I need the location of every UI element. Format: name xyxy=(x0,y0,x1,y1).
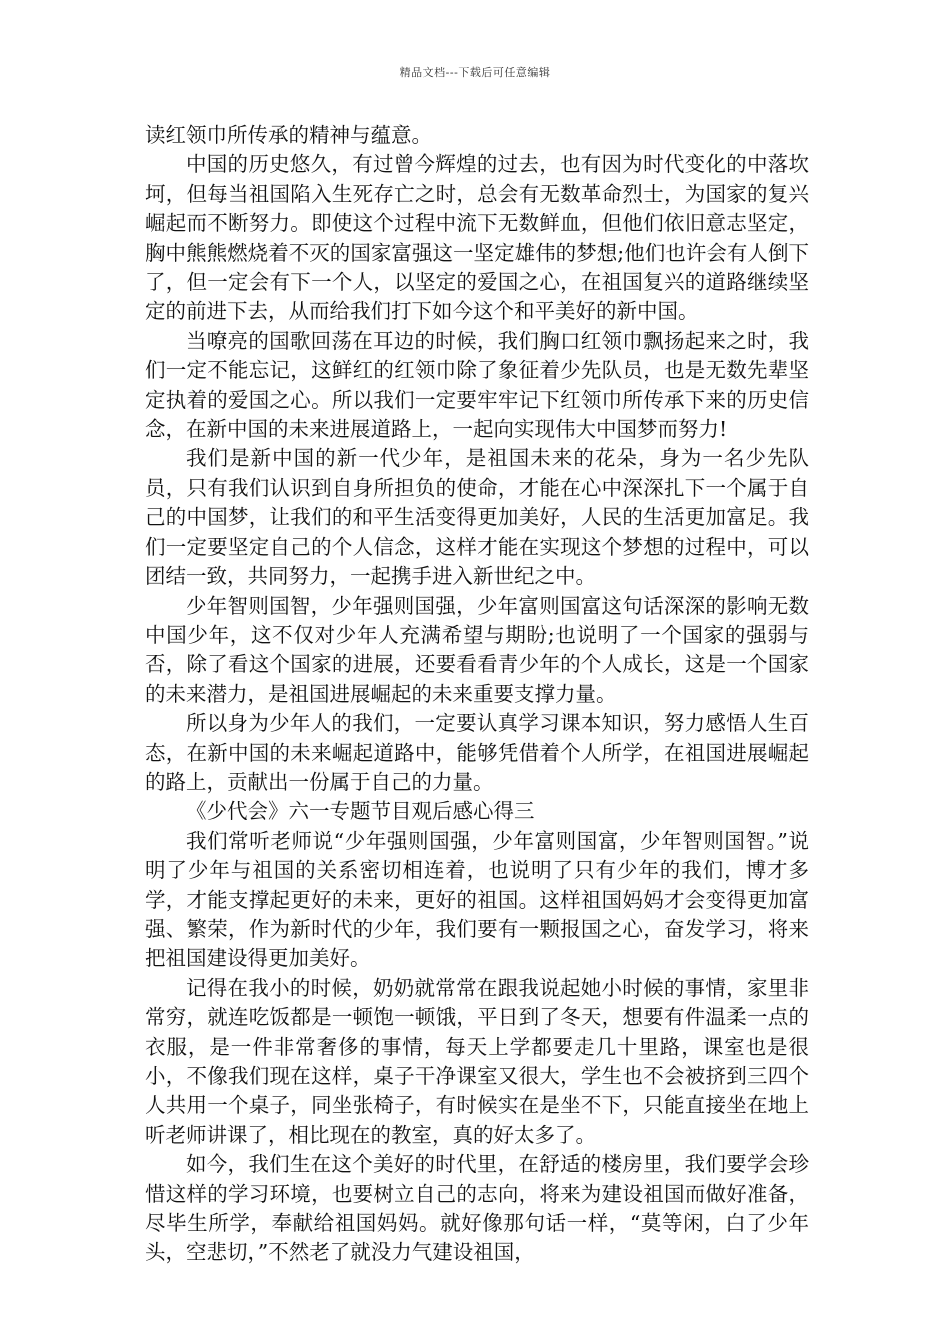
section-heading: 《少代会》六一专题节目观后感心得三 xyxy=(186,799,535,824)
paragraph: 如今，我们生在这个美好的时代里，在舒适的楼房里，我们要学会珍惜这样的学习环境，也要树立自己的志向，将来为建设祖国而做好准备，尽毕生所学，奉献给祖国妈妈。就好像那句话一样，“莫等闲，白了少年头，空悲切，”不然老了就没力气建设祖国， xyxy=(145,1152,809,1265)
paragraph-continuation: 读红领巾所传承的精神与蕴意。 xyxy=(145,123,432,147)
document-body xyxy=(145,121,809,1268)
paragraph: 记得在我小的时候，奶奶就常常在跟我说起她小时候的事情，家里非常穷，就连吃饭都是一顿饱一顿饿，平日到了冬天，想要有件温柔一点的衣服，是一件非常奢侈的事情，每天上学都要走几十里路，课室也是很小，不像我们现在这样，桌子干净课室又很大，学生也不会被挤到三四个人共用一个桌子，同坐张椅子，有时候实在是坐不下，只能直接坐在地上听老师讲课了，相比现在的教室，真的好太多了。 xyxy=(145,975,809,1147)
paragraph: 所以身为少年人的我们，一定要认真学习课本知识，努力感悟人生百态，在新中国的未来崛起道路中，能够凭借着个人所学，在祖国进展崛起的路上，贡献出一份属于自己的力量。 xyxy=(145,711,809,794)
paragraph: 当嘹亮的国歌回荡在耳边的时候，我们胸口红领巾飘扬起来之时，我们一定不能忘记，这鲜红的红领巾除了象征着少先队员，也是无数先辈坚定执着的爱国之心。所以我们一定要牢牢记下红领巾所传承下来的历史信念，在新中国的未来进展道路上，一起向实现伟大中国梦而努力! xyxy=(145,328,809,442)
paragraph: 中国的历史悠久，有过曾今辉煌的过去，也有因为时代变化的中落坎坷，但每当祖国陷入生死存亡之时，总会有无数革命烈士，为国家的复兴崛起而不断努力。即使这个过程中流下无数鲜血，但他们依旧意志坚定，胸中熊熊燃烧着不灭的国家富强这一坚定雄伟的梦想;他们也许会有人倒下了，但一定会有下一个人，以坚定的爱国之心，在祖国复兴的道路继续坚定的前进下去，从而给我们打下如今这个和平美好的新中国。 xyxy=(145,152,809,324)
paragraph: 少年智则国智，少年强则国强，少年富则国富这句话深深的影响无数中国少年，这不仅对少年人充满希望与期盼;也说明了一个国家的强弱与否，除了看这个国家的进展，还要看看青少年的个人成长，这是一个国家的未来潜力，是祖国进展崛起的未来重要支撑力量。 xyxy=(145,593,809,706)
paragraph: 我们常听老师说“少年强则国强，少年富则国富，少年智则国智。”说明了少年与祖国的关系密切相连着，也说明了只有少年的我们，博才多学，才能支撑起更好的未来，更好的祖国。这样祖国妈妈才会变得更加富强、繁荣，作为新时代的少年，我们要有一颗报国之心，奋发学习，将来把祖国建设得更加美好。 xyxy=(145,828,809,971)
paragraph: 我们是新中国的新一代少年，是祖国未来的花朵，身为一名少先队员，只有我们认识到自身所担负的使命，才能在心中深深扎下一个属于自己的中国梦，让我们的和平生活变得更加美好，人民的生活更加富足。我们一定要坚定自己的个人信念，这样才能在实现这个梦想的过程中，可以团结一致，共同努力，一起携手进入新世纪之中。 xyxy=(145,446,809,589)
page-header: 精品文档---下载后可任意编辑 xyxy=(399,66,551,79)
